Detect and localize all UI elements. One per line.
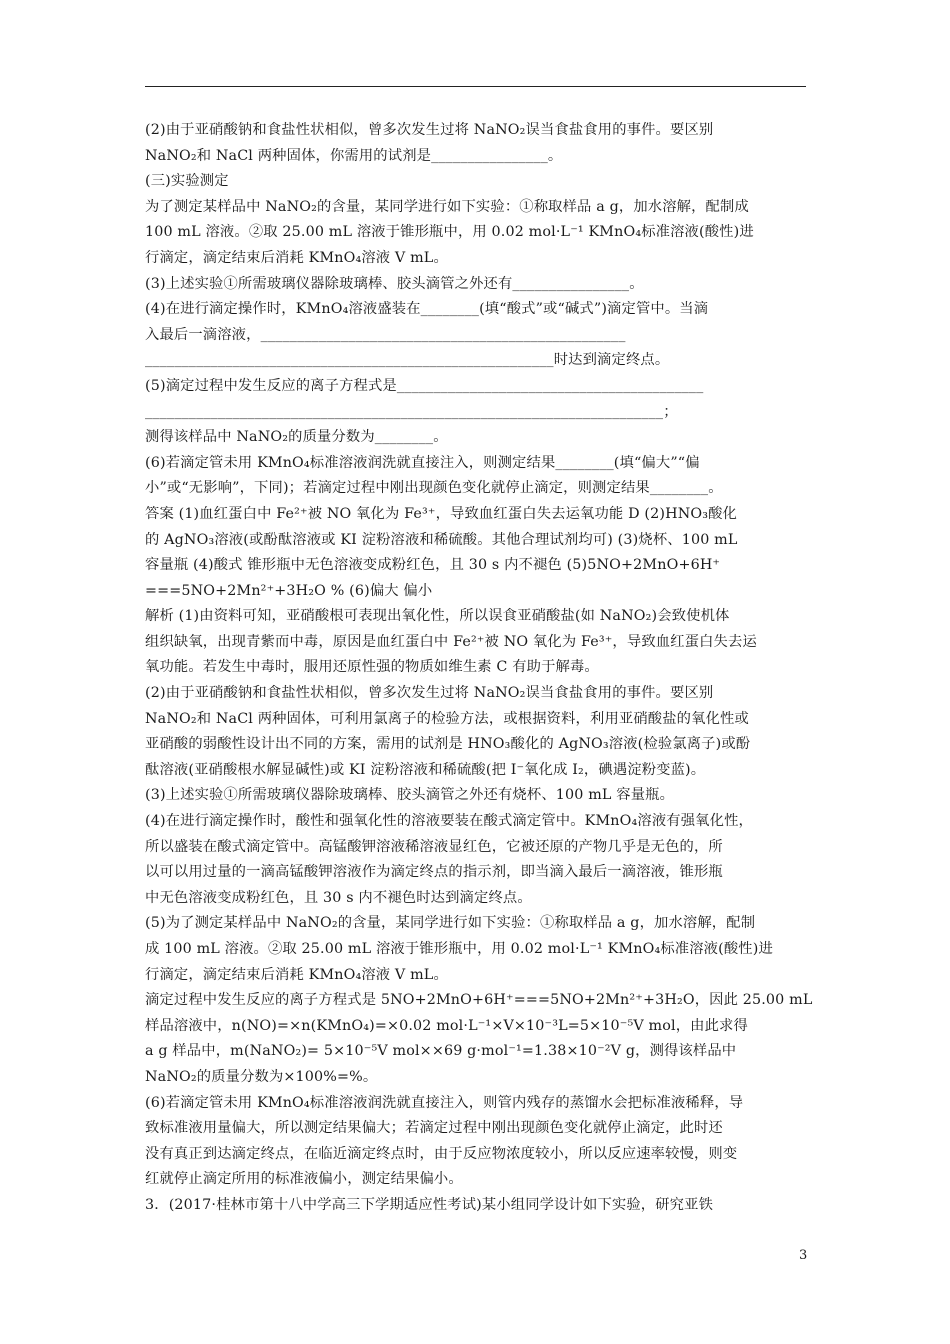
answer-line: 的 AgNO₃溶液(或酚酞溶液或 KI 淀粉溶液和稀硫酸。其他合理试剂均可) (3)烧杯、100 mL [145,531,738,548]
analysis-line: NaNO₂和 NaCl 两种固体，可利用氯离子的检验方法，或根据资料，利用亚硝酸盐的氧化性或 [145,710,749,727]
analysis-line: 以可以用过量的一滴高锰酸钾溶液作为滴定终点的指示剂，即当滴入最后一滴溶液，锥形瓶 [145,864,723,881]
analysis-line: 所以盛装在酸式滴定管中。高锰酸钾溶液稀溶液显红色，它被还原的产物几乎是无色的，所 [145,838,723,855]
analysis-line: (6)若滴定管未用 KMnO₄标准溶液润洗就直接注入，则管内残存的蒸馏水会把标准液稀释，导 [145,1094,744,1111]
analysis-line: 成 100 mL 溶液。②取 25.00 mL 溶液于锥形瓶中，用 0.02 mol·L⁻¹ KMnO₄标准溶液(酸性)进 [145,941,773,957]
text-line: (2)由于亚硝酸钠和食盐性状相似，曾多次发生过将 NaNO₂误当食盐食用的事件。要区别 [145,122,714,138]
analysis-line: (2)由于亚硝酸钠和食盐性状相似，曾多次发生过将 NaNO₂误当食盐食用的事件。要区别 [145,685,714,702]
section-heading: (三)实验测定 [145,173,229,190]
analysis-line: 亚硝酸的弱酸性设计出不同的方案，需用的试剂是 HNO₃酸化的 AgNO₃溶液(检验氯离子)或酚 [145,736,751,753]
answer-line: 容量瓶 (4)酸式 锥形瓶中无色溶液变成粉红色，且 30 s 内不褪色 (5)5NO+2MnO+6H⁺ [145,557,721,574]
text-line: ________________________________________________________时达到滴定终点。 [145,352,670,369]
analysis-line: 组织缺氧，出现青紫而中毒，原因是血红蛋白中 Fe²⁺被 NO 氧化为 Fe³⁺，导致血红蛋白失去运 [145,633,757,650]
text-line: 为了测定某样品中 NaNO₂的含量，某同学进行如下实验：①称取样品 a g，加水溶解，配制成 [145,198,749,215]
analysis-line: 氧功能。若发生中毒时，服用还原性强的物质如维生素 C 有助于解毒。 [145,659,599,676]
page-number: 3 [799,1248,808,1263]
analysis-line: (4)在进行滴定操作时，酸性和强氧化性的溶液要装在酸式滴定管中。KMnO₄溶液有强氧化性， [145,813,753,830]
analysis-line: 样品溶液中，n(NO)=×n(KMnO₄)=×0.02 mol·L⁻¹×V×10⁻³L=5×10⁻⁵V mol，由此求得 [145,1017,748,1034]
analysis-line: 酞溶液(亚硝酸根水解显碱性)或 KI 淀粉溶液和稀硫酸(把 I⁻氧化成 I₂，碘遇淀粉变蓝)。 [145,761,706,778]
text-line: _______________________________________________________________________； [145,403,678,420]
analysis-line: 行滴定，滴定结束后消耗 KMnO₄溶液 V mL。 [145,966,448,983]
text-line: 测得该样品中 NaNO₂的质量分数为________。 [145,429,448,446]
answer-line: ===5NO+2Mn²⁺+3H₂O % (6)偏大 偏小 [145,582,433,599]
analysis-line: 致标准液用量偏大，所以测定结果偏大；若滴定过程中刚出现颜色变化就停止滴定，此时还 [145,1120,723,1137]
text-line: 小”或“无影响”，下同)；若滴定过程中刚出现颜色变化就停止滴定，则测定结果________。 [145,480,723,497]
analysis-line: NaNO₂的质量分数为×100%=%。 [145,1068,378,1085]
text-line: (3)上述实验①所需玻璃仪器除玻璃棒、胶头滴管之外还有________________。 [145,275,644,292]
text-line: 行滴定，滴定结束后消耗 KMnO₄溶液 V mL。 [145,249,448,266]
text-line: (6)若滴定管未用 KMnO₄标准溶液润洗就直接注入，则测定结果________(填“偏大”“偏 [145,454,700,471]
text-line: NaNO₂和 NaCl 两种固体，你需用的试剂是________________。 [145,147,563,164]
text-line: 入最后一滴溶液，__________________________________________________ [145,326,626,343]
text-line: (4)在进行滴定操作时，KMnO₄溶液盛装在________(填“酸式”或“碱式”)滴定管中。当滴 [145,301,709,318]
analysis-line: (3)上述实验①所需玻璃仪器除玻璃棒、胶头滴管之外还有烧杯、100 mL 容量瓶。 [145,787,675,804]
answer-line: 答案 (1)血红蛋白中 Fe²⁺被 NO 氧化为 Fe³⁺，导致血红蛋白失去运氧功能 D (2)HNO₃酸化 [145,505,738,522]
analysis-line: 中无色溶液变成粉红色，且 30 s 内不褪色时达到滴定终点。 [145,889,532,906]
header-rule [145,86,806,87]
analysis-line: 红就停止滴定所用的标准液偏小，测定结果偏小。 [145,1171,463,1188]
question-line: 3．(2017·桂林市第十八中学高三下学期适应性考试)某小组同学设计如下实验，研究亚铁 [145,1196,714,1213]
document-body [145,118,813,1219]
analysis-line: a g 样品中，m(NaNO₂)= 5×10⁻⁵V mol××69 g·mol⁻¹=1.38×10⁻²V g，测得该样品中 [145,1043,737,1060]
analysis-line: 没有真正到达滴定终点，在临近滴定终点时，由于反应物浓度较小，所以反应速率较慢，则变 [145,1145,738,1162]
analysis-line: (5)为了测定某样品中 NaNO₂的含量，某同学进行如下实验：①称取样品 a g，加水溶解，配制 [145,915,756,932]
text-line: 100 mL 溶液。②取 25.00 mL 溶液于锥形瓶中，用 0.02 mol·L⁻¹ KMnO₄标准溶液(酸性)进 [145,224,754,241]
analysis-line: 滴定过程中发生反应的离子方程式是 5NO+2MnO+6H⁺===5NO+2Mn²⁺+3H₂O，因此 25.00 mL [145,992,813,1009]
text-line: (5)滴定过程中发生反应的离子方程式是__________________________________________ [145,377,704,394]
analysis-line: 解析 (1)由资料可知，亚硝酸根可表现出氧化性，所以误食亚硝酸盐(如 NaNO₂)会致使机体 [145,608,730,625]
